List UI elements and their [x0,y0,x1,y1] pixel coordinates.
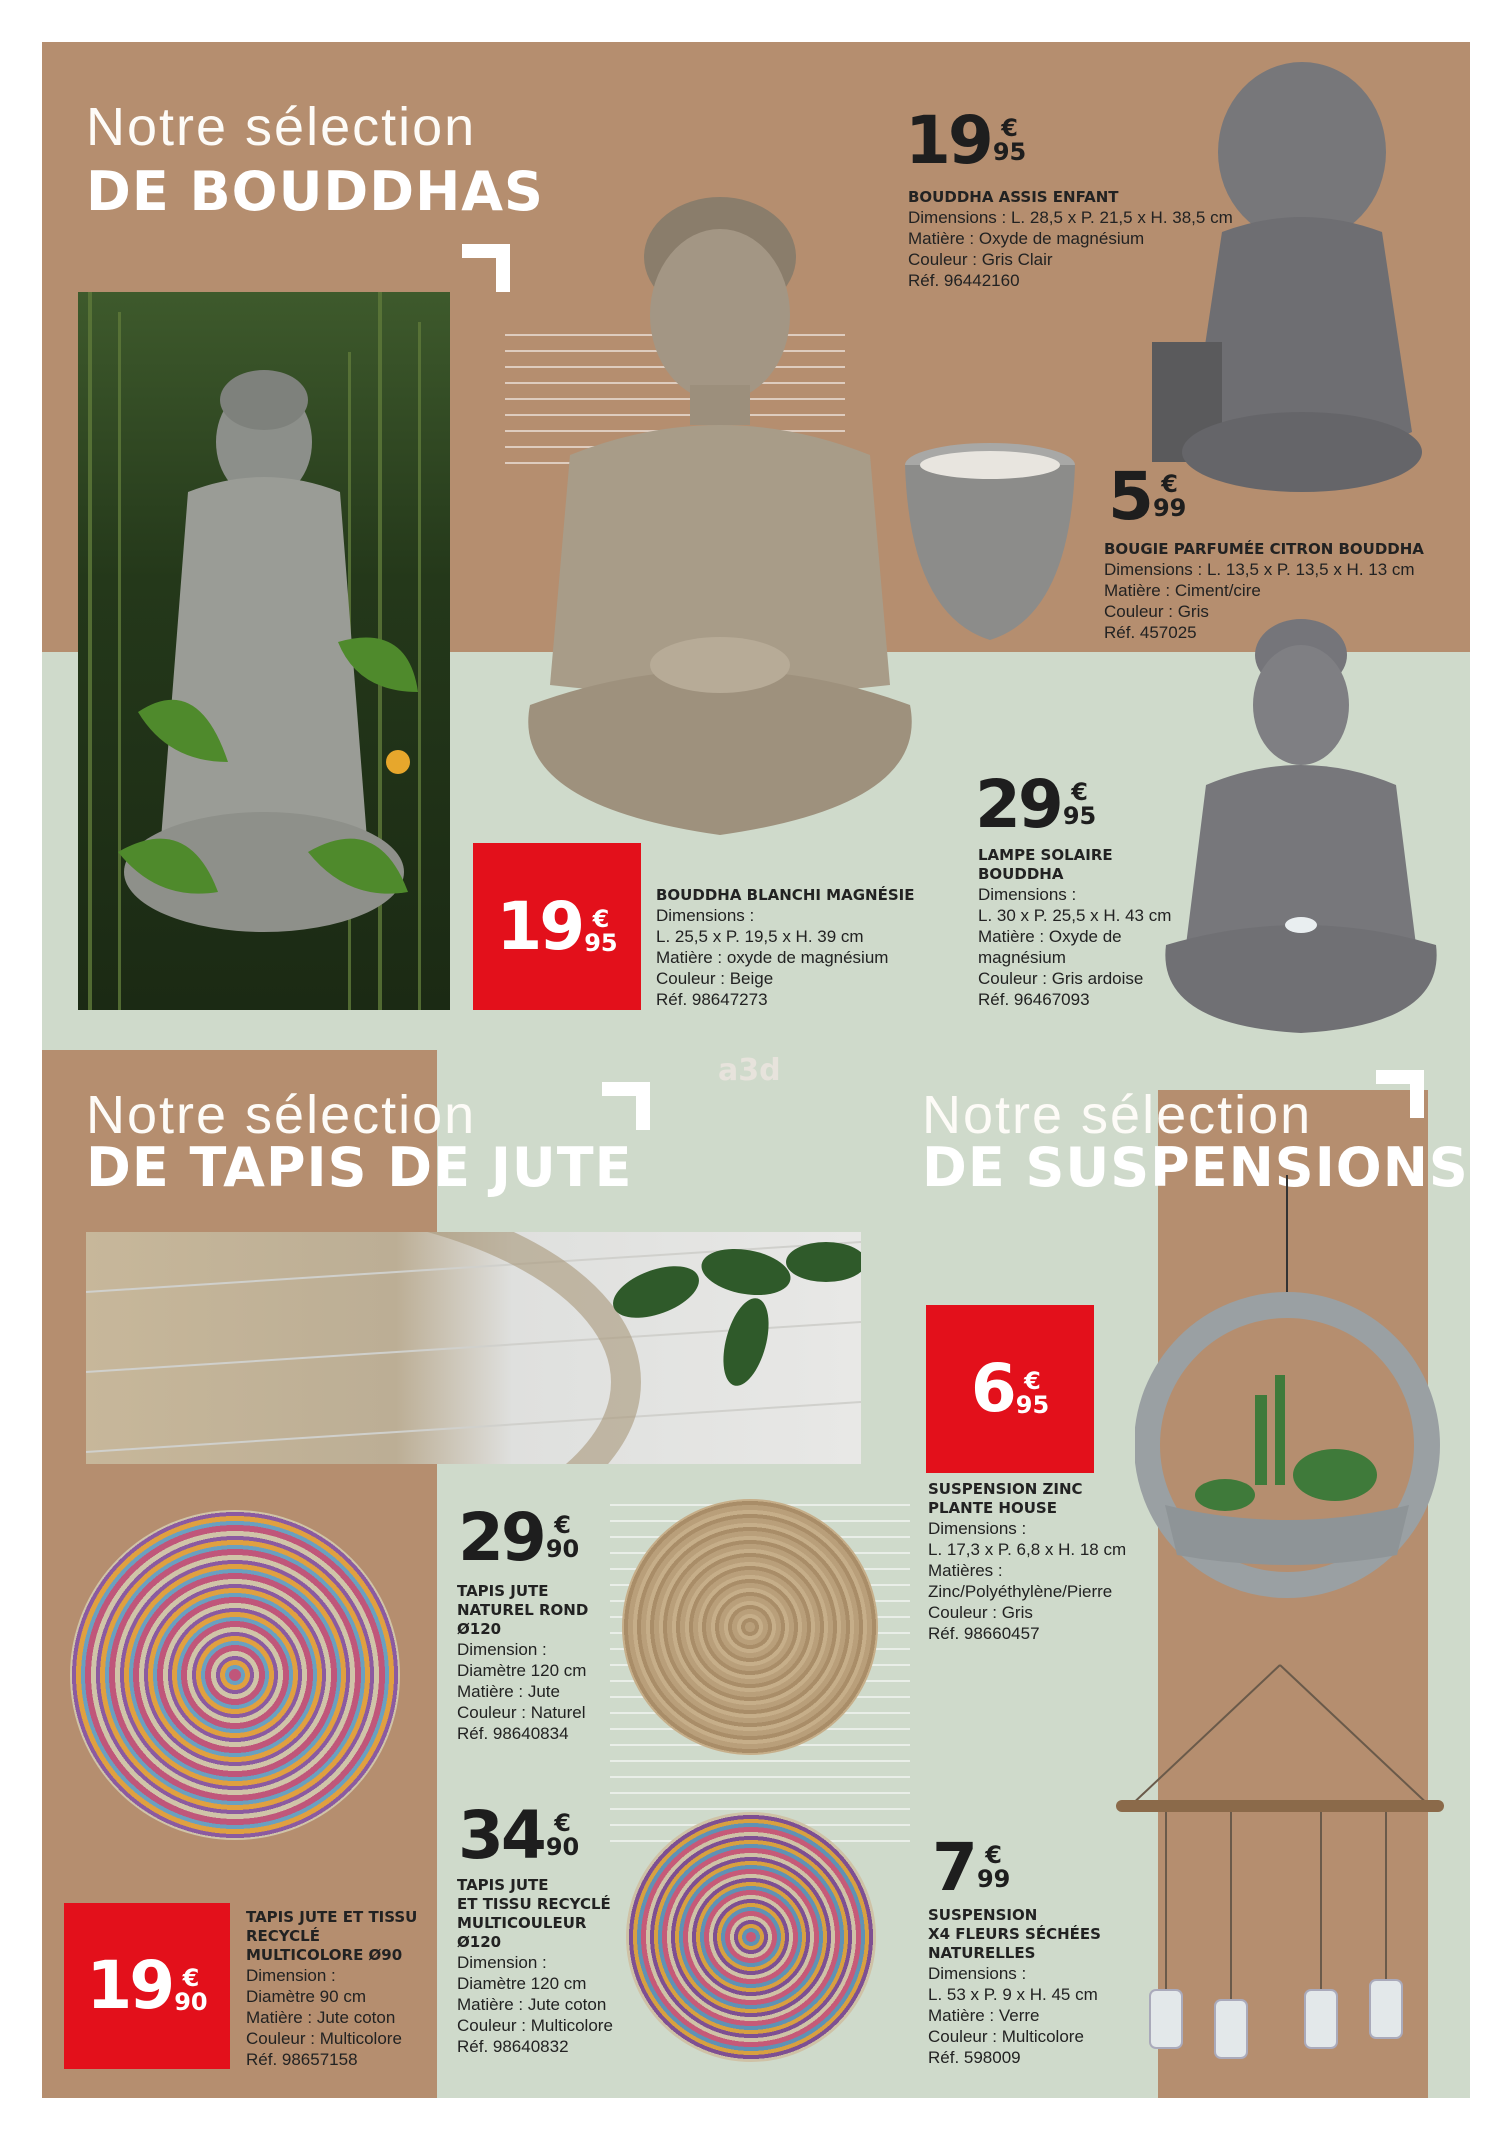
tapis-title-bold: DE TAPIS DE JUTE [86,1136,633,1199]
price-currency: € [1024,1367,1041,1395]
spec-line: Dimensions : [928,1964,1027,1983]
product-name: RECYCLÉ [246,1927,320,1945]
product-name: BOUDDHA ASSIS ENFANT [908,188,1119,206]
product-name: MULTICOULEUR [457,1914,587,1932]
product-name: PLANTE HOUSE [928,1499,1057,1517]
corner-mark [602,1082,650,1130]
bouddhas-title-bold: DE BOUDDHAS [86,160,544,223]
product-name: TAPIS JUTE [457,1582,549,1600]
corner-mark [1376,1070,1424,1118]
spec-line: Matière : Jute coton [457,1995,607,2014]
price-currency: € [1071,778,1088,806]
bouddhas-title-light: Notre sélection [86,97,477,157]
price-currency: € [985,1841,1002,1869]
spec-line: Couleur : Gris Clair [908,250,1053,269]
price-decimals: 90 [545,1535,580,1563]
price-int: 5 [1108,458,1151,535]
price-bouddha-blanchi [473,843,641,1010]
spec-line: Réf. 98657158 [246,2050,358,2069]
bougie-drawing [900,435,1080,645]
suspensions-title-light: Notre sélection [922,1085,1313,1145]
price-int: 34 [458,1797,544,1874]
price-decimals: 90 [545,1833,580,1861]
price-tapis-rond [458,1499,580,1576]
product-name: TAPIS JUTE ET TISSU [246,1908,418,1926]
price-tapis-120 [458,1797,580,1874]
info-suspension-fleurs [928,1906,1101,2068]
spec-line: Dimensions : [656,906,755,925]
price-int: 19 [86,1947,173,2024]
spec-line: Réf. 98647273 [656,990,768,1009]
product-name: BOUDDHA BLANCHI MAGNÉSIE [656,886,915,904]
suspension-zinc-image [1135,1175,1440,1635]
lampe-image [1156,615,1446,1035]
spec-line: L. 30 x P. 25,5 x H. 43 cm [978,906,1172,925]
info-lampe [978,846,1171,1010]
info-tapis-90 [246,1908,417,2070]
spec-line: Dimension : [457,1640,547,1659]
spec-line: Couleur : Beige [656,969,774,988]
lampe-drawing [1156,615,1446,1035]
price-int: 19 [496,887,583,965]
price-decimals: 95 [584,928,618,957]
spec-line: Diamètre 90 cm [246,1987,366,2006]
price-currency: € [1161,470,1178,498]
info-bougie [1104,540,1424,643]
tapis-90-image [70,1510,400,1840]
spec-line: Diamètre 120 cm [457,1661,587,1680]
corner-mark [462,244,510,292]
info-bouddha-enfant [908,188,1233,291]
spec-line: Matières : [928,1561,1003,1580]
garden-buddha-drawing [78,292,450,1010]
spec-line: Dimensions : [978,885,1077,904]
bougie-image [900,435,1080,645]
price-int: 19 [905,102,991,179]
suspension-zinc-drawing [1135,1175,1440,1635]
spec-line: Dimensions : [928,1519,1027,1538]
spec-line: Réf. 98640834 [457,1724,569,1743]
product-name: Ø120 [457,1933,502,1951]
spec-line: Matière : Ciment/cire [1104,581,1261,600]
info-tapis-120 [457,1876,613,2057]
spec-line: Réf. 96442160 [908,271,1020,290]
spec-line: Réf. 598009 [928,2048,1021,2067]
spec-line: Réf. 98660457 [928,1624,1040,1643]
spec-line: Dimensions : L. 13,5 x P. 13,5 x H. 13 cm [1104,560,1415,579]
price-currency: € [1001,114,1018,142]
spec-line: Couleur : Multicolore [457,2016,613,2035]
price-int: 29 [458,1499,544,1576]
product-name: MULTICOLORE Ø90 [246,1946,403,1964]
price-int: 6 [970,1350,1014,1427]
suspension-fleurs-drawing [1116,1660,1444,2060]
spec-line: Couleur : Gris [1104,602,1209,621]
price-lampe [975,766,1097,843]
spec-line: L. 25,5 x P. 19,5 x H. 39 cm [656,927,864,946]
price-bougie [1108,458,1187,535]
spec-line: Couleur : Naturel [457,1703,586,1722]
product-name: SUSPENSION ZINC [928,1480,1083,1498]
bouddha-blanchi-image [510,165,930,845]
price-bouddha-enfant [905,102,1027,179]
spec-line: magnésium [978,948,1066,967]
spec-line: Matière : Oxyde de magnésium [908,229,1145,248]
spec-line: Dimension : [457,1953,547,1972]
info-bouddha-blanchi [656,886,914,1010]
product-name: LAMPE SOLAIRE [978,846,1113,864]
suspensions-title-bold: DE SUSPENSIONS [922,1136,1469,1199]
product-name: TAPIS JUTE [457,1876,549,1894]
price-decimals: 95 [1015,1391,1050,1419]
price-suspension-zinc [926,1305,1094,1473]
spec-line: Réf. 98640832 [457,2037,569,2056]
info-tapis-rond [457,1582,588,1744]
jute-banner-photo [86,1232,861,1464]
price-decimals: 95 [992,138,1027,166]
garden-buddha-photo [78,292,450,1010]
price-decimals: 99 [1152,494,1187,522]
spec-line: Réf. 457025 [1104,623,1197,642]
price-decimals: 95 [1062,802,1097,830]
brand-logo: a3d [718,1053,781,1088]
info-suspension-zinc [928,1480,1126,1644]
spec-line: Réf. 96467093 [978,990,1090,1009]
bouddha-blanchi-drawing [510,165,930,845]
spec-line: Couleur : Multicolore [246,2029,402,2048]
spec-line: Matière : Jute coton [246,2008,396,2027]
suspension-fleurs-image [1116,1660,1444,2060]
price-currency: € [592,904,610,933]
spec-line: Couleur : Gris [928,1603,1033,1622]
product-name: X4 FLEURS SÉCHÉES [928,1925,1101,1943]
product-name: NATURELLES [928,1944,1036,1962]
product-name: Ø120 [457,1620,502,1638]
tapis-rond-image [622,1499,878,1755]
tapis-title-light: Notre sélection [86,1085,477,1145]
product-name: ET TISSU RECYCLÉ [457,1895,611,1913]
price-suspension-fleurs [932,1829,1011,1906]
spec-line: Matière : Oxyde de [978,927,1122,946]
price-currency: € [182,1964,200,1992]
spec-line: Diamètre 120 cm [457,1974,587,1993]
spec-line: Matière : Verre [928,2006,1040,2025]
spec-line: Couleur : Gris ardoise [978,969,1144,988]
spec-line: L. 53 x P. 9 x H. 45 cm [928,1985,1098,2004]
spec-line: Dimension : [246,1966,336,1985]
spec-line: Matière : Jute [457,1682,560,1701]
price-decimals: 90 [174,1988,208,2016]
price-int: 29 [975,766,1061,843]
price-int: 7 [932,1829,975,1906]
product-name: NATUREL ROND [457,1601,589,1619]
spec-line: Dimensions : L. 28,5 x P. 21,5 x H. 38,5 cm [908,208,1233,227]
tapis-120-image [626,1812,876,2062]
product-name: BOUDDHA [978,865,1064,883]
price-decimals: 99 [976,1865,1011,1893]
price-tapis-90 [64,1903,230,2069]
product-name: BOUGIE PARFUMÉE CITRON BOUDDHA [1104,540,1424,558]
spec-line: L. 17,3 x P. 6,8 x H. 18 cm [928,1540,1127,1559]
price-currency: € [554,1511,571,1539]
product-name: SUSPENSION [928,1906,1038,1924]
spec-line: Zinc/Polyéthylène/Pierre [928,1582,1113,1601]
spec-line: Couleur : Multicolore [928,2027,1084,2046]
spec-line: Matière : oxyde de magnésium [656,948,889,967]
price-currency: € [554,1809,571,1837]
jute-banner-drawing [86,1232,861,1464]
